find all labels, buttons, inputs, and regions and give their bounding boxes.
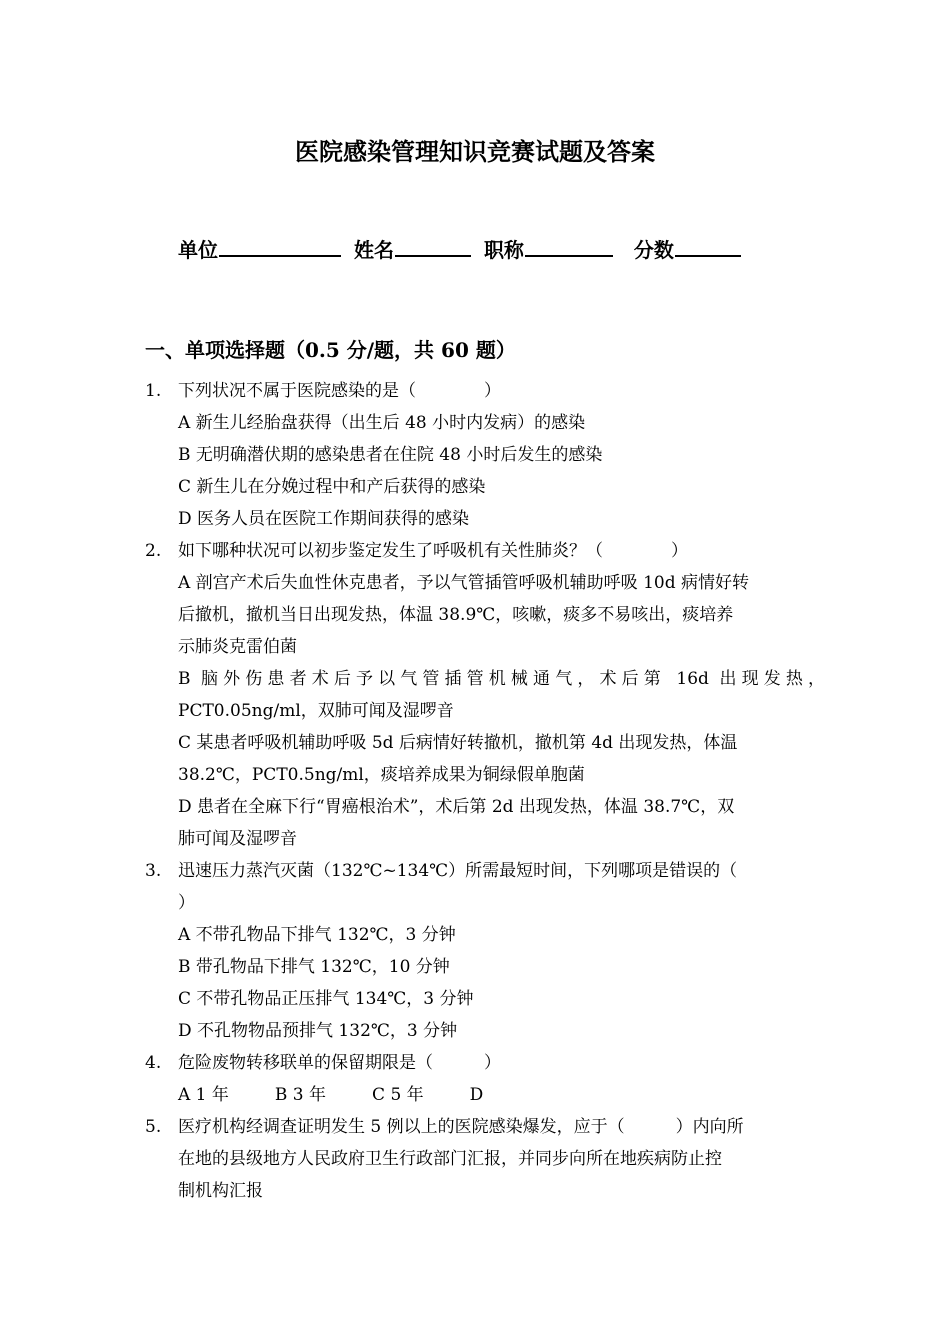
option-a-line-2: 后撤机，撤机当日出现发热，体温 38.9℃，咳嗽，痰多不易咳出，痰培养 [178, 605, 734, 625]
question-1 [145, 375, 825, 535]
name-blank[interactable] [395, 233, 471, 257]
page-title: 医院感染管理知识竞赛试题及答案 [295, 137, 655, 166]
option-c: C 不带孔物品正压排气 134℃，3 分钟 [178, 989, 474, 1009]
job-title-field[interactable] [484, 233, 613, 267]
name-label: 姓名 [353, 238, 394, 262]
job-title-label: 职称 [483, 238, 524, 262]
option-b: B 带孔物品下排气 132℃，10 分钟 [178, 957, 450, 977]
question-stem: 如下哪种状况可以初步鉴定发生了呼吸机有关性肺炎？（ ） [178, 541, 688, 561]
info-fields [178, 233, 747, 267]
option-c-line-1: C 某患者呼吸机辅助呼吸 5d 后病情好转撤机，撤机第 4d 出现发热，体温 [178, 733, 738, 753]
question-stem: 下列状况不属于医院感染的是（ ） [178, 381, 501, 401]
question-number: 1. [145, 381, 162, 401]
option-b-line-2: PCT0.05ng/ml，双肺可闻及湿啰音 [178, 701, 454, 721]
question-5 [145, 1111, 825, 1207]
score-blank[interactable] [675, 233, 741, 257]
option-d: D [469, 1085, 484, 1105]
unit-label: 单位 [178, 238, 218, 262]
option-d: D 不孔物物品预排气 132℃，3 分钟 [178, 1021, 458, 1041]
question-number: 3. [145, 861, 162, 881]
option-b: B 3 年 [274, 1085, 327, 1105]
option-d: D 医务人员在医院工作期间获得的感染 [178, 509, 470, 529]
question-4 [145, 1047, 825, 1111]
question-stem-line-2: ） [178, 893, 195, 913]
option-d-line-2: 肺可闻及湿啰音 [178, 829, 297, 849]
section-heading: 一、单项选择题（0.5 分/题，共 60 题） [145, 338, 516, 362]
unit-blank[interactable] [219, 233, 341, 257]
option-a: A 新生儿经胎盘获得（出生后 48 小时内发病）的感染 [178, 413, 586, 433]
question-stem: 医疗机构经调查证明发生 5 例以上的医院感染爆发，应于（ ）内向所 [178, 1117, 744, 1137]
option-b: B 无明确潜伏期的感染患者在住院 48 小时后发生的感染 [178, 445, 603, 465]
option-a-line-3: 示肺炎克雷伯菌 [178, 637, 297, 657]
option-c-line-2: 38.2℃，PCT0.5ng/ml，痰培养成果为铜绿假单胞菌 [178, 765, 585, 785]
option-a-line-1: A 剖宫产术后失血性休克患者，予以气管插管呼吸机辅助呼吸 10d 病情好转 [178, 573, 750, 593]
unit-field[interactable] [178, 233, 341, 267]
question-number: 4. [145, 1053, 162, 1073]
option-a: A 不带孔物品下排气 132℃，3 分钟 [178, 925, 456, 945]
option-c: C 新生儿在分娩过程中和产后获得的感染 [178, 477, 486, 497]
question-number: 5. [145, 1117, 162, 1137]
option-b-line-1: B 脑外伤患者术后予以气管插管机械通气，术后第 16d 出现发热， [178, 669, 825, 689]
option-d-line-1: D 患者在全麻下行“胃癌根治术”，术后第 2d 出现发热，体温 38.7℃，双 [178, 797, 735, 817]
option-row [145, 1079, 825, 1111]
question-2 [145, 535, 825, 855]
question-stem: 迅速压力蒸汽灭菌（132℃~134℃）所需最短时间，下列哪项是错误的（ [178, 861, 738, 881]
question-stem: 危险废物转移联单的保留期限是（ ） [178, 1053, 501, 1073]
question-3 [145, 855, 825, 1047]
score-field[interactable] [634, 233, 741, 267]
question-number: 2. [145, 541, 162, 561]
question-stem-line-3: 制机构汇报 [178, 1181, 263, 1201]
question-list [145, 375, 825, 1207]
score-label: 分数 [633, 238, 674, 262]
name-field[interactable] [354, 233, 471, 267]
job-title-blank[interactable] [525, 233, 613, 257]
question-stem-line-2: 在地的县级地方人民政府卫生行政部门汇报，并同步向所在地疾病防止控 [178, 1149, 722, 1169]
option-a: A 1 年 [178, 1085, 229, 1105]
option-c: C 5 年 [372, 1085, 424, 1105]
